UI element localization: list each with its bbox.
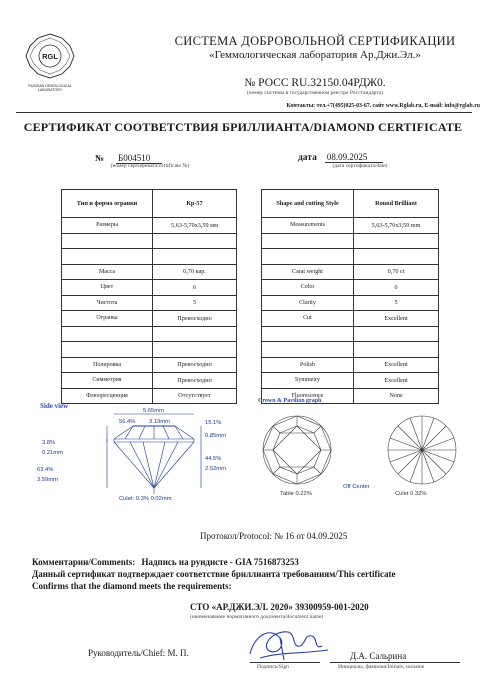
statement-line-1: Данный сертификат подтверждает соответствие бриллианта требованиям/This certificate	[32, 569, 396, 579]
table-deviation: Table 0.22%	[280, 491, 312, 497]
ru-row	[62, 311, 237, 327]
contacts: Контакты: тел.+7(495)025-03-67, сайт www.Rglab.ru, E-mail: info@rglab.ru	[286, 103, 480, 109]
ru-row	[62, 342, 237, 358]
crown-pavilion-title: Crown & Pavilion graph	[258, 398, 322, 404]
logo-emblem-icon	[22, 32, 78, 80]
side-pavilion-pct: 44.5%	[205, 456, 222, 462]
en-row	[262, 295, 439, 311]
ru-label: Размеры	[62, 218, 153, 234]
ru-label: Огранка	[62, 311, 153, 327]
ru-label: Цвет	[62, 280, 153, 296]
en-value	[354, 342, 439, 358]
ru-row	[62, 295, 237, 311]
ru-value: Превосходно	[153, 357, 237, 373]
logo-caption: RUSSIAN GEMOLOGICAL LABORATORY	[28, 84, 72, 92]
certificate-number-caption: (номер сертификата/certificate №)	[110, 163, 190, 169]
certificate-number: Б004510	[116, 153, 162, 164]
en-value	[354, 249, 439, 265]
en-label: Clarity	[262, 295, 354, 311]
ru-label: Чистота	[62, 295, 153, 311]
side-table-pct: 56.4%	[119, 419, 136, 425]
ru-value	[153, 326, 237, 342]
number-label: №	[95, 153, 105, 163]
en-label: Measurements	[262, 218, 354, 234]
date-label: дата	[298, 153, 317, 163]
en-value	[354, 326, 439, 342]
en-value: 5	[354, 295, 439, 311]
side-girdle-mm: 0.21mm	[42, 450, 63, 456]
side-culet: Culet: 0.3% 0.02mm	[119, 496, 172, 502]
en-label	[262, 233, 354, 249]
ru-value	[153, 342, 237, 358]
en-row	[262, 218, 439, 234]
side-depth-pct: 63.4%	[37, 467, 54, 473]
lab-name: «Геммологическая лаборатория Ар.Джи.Эл.»	[209, 49, 421, 61]
en-value: 0,70 ct	[354, 264, 439, 280]
protocol-line: Протокол/Protocol: № 16 от 04.09.2025	[200, 531, 348, 541]
en-label: Color	[262, 280, 354, 296]
en-row	[262, 342, 439, 358]
ru-value: Превосходно	[153, 373, 237, 389]
side-crown-pct: 15.1%	[205, 420, 222, 426]
certificate-date-caption: (дата сертификата/date)	[332, 163, 388, 169]
ru-row	[62, 264, 237, 280]
ru-value	[153, 249, 237, 265]
en-value: Round Brilliant	[354, 190, 439, 218]
statement-line-2: Confirms that the diamond meets the requirements:	[32, 581, 232, 591]
en-row	[262, 280, 439, 296]
side-crown-mm: 0.85mm	[205, 433, 226, 439]
ru-value: 5,63-5,70х3,59 мм	[153, 218, 237, 234]
en-label	[262, 342, 354, 358]
ru-value: Кр-57	[153, 190, 237, 218]
logo-text: RGL	[42, 52, 58, 61]
side-depth-mm: 3.59mm	[37, 477, 58, 483]
ru-row	[62, 326, 237, 342]
signature-line	[250, 662, 320, 663]
side-view-title: Side view	[40, 402, 69, 410]
ru-value: Отсутствует	[153, 388, 237, 404]
en-label: Symmetry	[262, 373, 354, 389]
certificate-date: 08.09.2025	[325, 152, 384, 163]
en-label	[262, 249, 354, 265]
side-width: 5.65mm	[143, 408, 164, 414]
en-row	[262, 326, 439, 342]
side-girdle-pct: 3.8%	[42, 440, 56, 446]
certificate-title: СЕРТИФИКАТ СООТВЕТСТВИЯ БРИЛЛИАНТА/DIAMOND CERTIFICATE	[23, 120, 463, 134]
en-value	[354, 233, 439, 249]
signature-image	[240, 616, 335, 666]
en-value: 6	[354, 280, 439, 296]
en-characteristics-table	[261, 189, 439, 404]
ru-label	[62, 326, 153, 342]
en-value: 5,63-5,70x3,59 mm	[354, 218, 439, 234]
lab-logo	[22, 32, 78, 92]
ru-row	[62, 190, 237, 218]
ru-label: Масса	[62, 264, 153, 280]
en-label: Carat weight	[262, 264, 354, 280]
en-label: Shape and cutting Style	[262, 190, 354, 218]
en-row	[262, 264, 439, 280]
system-title: СИСТЕМА ДОБРОВОЛЬНОЙ СЕРТИФИКАЦИИ	[174, 34, 456, 48]
registration-note: (номер системы в государственном реестре Росстандарта)	[246, 90, 384, 96]
en-row	[262, 190, 439, 218]
ru-row	[62, 388, 237, 404]
standard-caption: (наименование нормативного документа/document name)	[190, 614, 324, 620]
side-view-diagram	[15, 404, 245, 504]
side-table-mm: 3.19mm	[149, 419, 170, 425]
culet-deviation: Culet 0.32%	[395, 491, 427, 497]
ru-characteristics-table	[61, 189, 237, 404]
en-row	[262, 233, 439, 249]
en-label: Cut	[262, 311, 354, 327]
comments-value: Надпись на рундисте - GIA 7516873253	[141, 557, 299, 567]
ru-value: 0,70 кар.	[153, 264, 237, 280]
en-value: Excellent	[354, 357, 439, 373]
en-value: Excellent	[354, 373, 439, 389]
ru-label: Тип и форма огранки	[62, 190, 153, 218]
ru-label	[62, 342, 153, 358]
registration-number: № РОСС RU.32150.04РДЖ0.	[244, 77, 386, 89]
ru-row	[62, 233, 237, 249]
ru-value	[153, 233, 237, 249]
en-row	[262, 249, 439, 265]
en-label: Fluorescence	[262, 388, 354, 404]
en-row	[262, 357, 439, 373]
comments-line	[32, 557, 299, 567]
ru-label	[62, 249, 153, 265]
signer-line	[330, 662, 460, 663]
ru-label: Полировка	[62, 357, 153, 373]
ru-value: 5	[153, 295, 237, 311]
ru-row	[62, 249, 237, 265]
ru-value: 6	[153, 280, 237, 296]
header-divider	[16, 112, 472, 113]
ru-label: Флюоресценция	[62, 388, 153, 404]
standard-document: СТО «АР.ДЖИ.ЭЛ. 2020» 39300959-001-2020	[190, 602, 369, 612]
crown-pavilion-graph	[250, 408, 480, 503]
chief-label: Руководитель/Chief: М. П.	[88, 648, 189, 658]
ru-row	[62, 218, 237, 234]
side-pavilion-mm: 2.52mm	[205, 466, 226, 472]
ru-value: Превосходно	[153, 311, 237, 327]
ru-row	[62, 373, 237, 389]
ru-row	[62, 357, 237, 373]
signer-name: Д.А. Сальрина	[350, 651, 407, 661]
ru-label: Симметрия	[62, 373, 153, 389]
ru-label	[62, 233, 153, 249]
signature-caption: Подпись/Sign	[257, 664, 289, 670]
comments-label: Комментарии/Comments:	[32, 557, 136, 567]
en-value: None	[354, 388, 439, 404]
en-row	[262, 373, 439, 389]
en-row	[262, 311, 439, 327]
ru-row	[62, 280, 237, 296]
en-value: Excellent	[354, 311, 439, 327]
off-center-label: Off Center	[343, 484, 370, 490]
en-label	[262, 326, 354, 342]
en-label: Polish	[262, 357, 354, 373]
signer-caption: Инициалы, фамилия/Initials, surname	[338, 664, 425, 670]
